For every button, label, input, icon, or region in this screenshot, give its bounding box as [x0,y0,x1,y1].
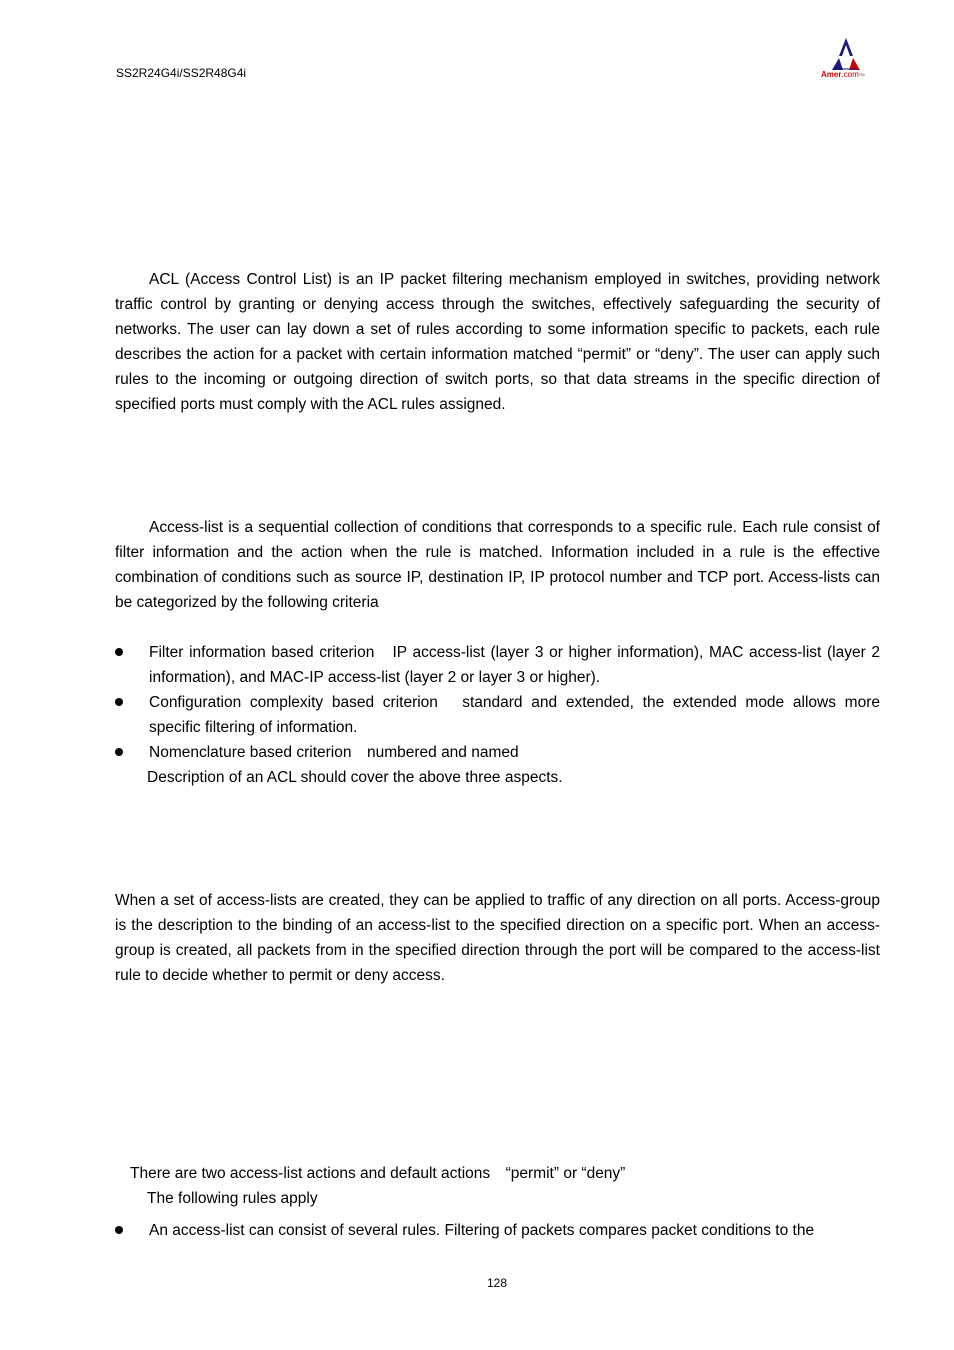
criteria-bullet-list [115,640,880,765]
rules-bullet-list [115,1218,880,1243]
actions-intro-line: There are two access-list actions and default actions “permit” or “deny” [130,1165,626,1182]
bullet-icon [115,648,123,656]
amer-logo-icon [818,36,878,70]
access-group-paragraph: When a set of access-lists are created, they can be applied to traffic of any direction on all ports. Access-group is the description to the binding of an access-list to the specified direction on a specific port. When an access-group is created, all packets from in the specified direction through the port will be compared to the access-list rule to decide whether to permit or deny access. [115,892,880,984]
bullet-icon [115,1226,123,1234]
list-item: Filter information based criterion IP access-list (layer 3 or higher information), MAC access-list (layer 2 information), and MAC-IP access-list (layer 2 or layer 3 or higher). [115,640,880,690]
list-item: Nomenclature based criterion numbered and named [115,740,880,765]
list-item: An access-list can consist of several rules. Filtering of packets compares packet conditions to the [115,1218,880,1243]
access-list-paragraph: Access-list is a sequential collection of conditions that corresponds to a specific rule. Each rule consist of filter information and the action when the rule is matched. Information included in a rule is the effective combination of conditions such as source IP, destination IP, IP protocol number and TCP port. Access-lists can be categorized by the following criteria [115,519,880,611]
rules-apply-line: The following rules apply [147,1190,318,1207]
amer-logo-wordmark: Amer.com™ [821,70,865,79]
page-number: 128 [486,1276,508,1290]
list-item: Configuration complexity based criterion standard and extended, the extended mode allows more specific filtering of information. [115,690,880,740]
amer-logo [818,36,878,82]
bullet-icon [115,698,123,706]
criteria-note: Description of an ACL should cover the above three aspects. [147,769,563,786]
bullet-icon [115,748,123,756]
page-header-model: SS2R24G4i/SS2R48G4i [116,66,247,80]
acl-intro-paragraph: ACL (Access Control List) is an IP packet filtering mechanism employed in switches, providing network traffic control by granting or denying access through the switches, effectively safeguarding the security of networks. The user can lay down a set of rules according to some information specific to packets, each rule describes the action for a packet with certain information matched “permit” or “deny”. The user can apply such rules to the incoming or outgoing direction of switch ports, so that data streams in the specific direction of specified ports must comply with the ACL rules assigned. [115,271,880,413]
